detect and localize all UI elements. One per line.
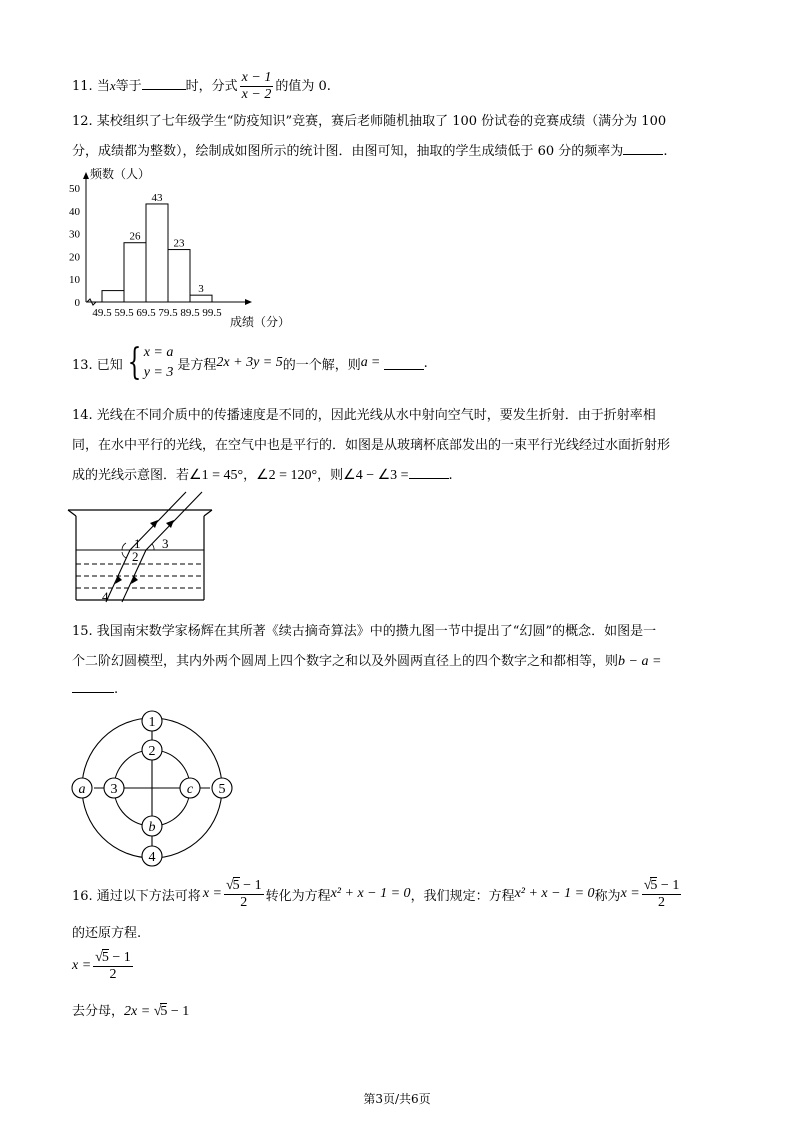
magic-circle-figure xyxy=(66,706,246,874)
page-number: 第3页/共6页 xyxy=(363,1092,431,1106)
y-tick-label: 30 xyxy=(69,228,80,241)
bar-data-label: 26 xyxy=(129,230,141,243)
y-axis-label: 频数（人） xyxy=(90,167,151,181)
angle-label-3: 3 xyxy=(162,536,169,551)
q12-line1: 12. 某校组织了七年级学生“防疫知识”竞赛，赛后老师随机抽取了 100 份试卷的竞赛成绩（满分为 100 xyxy=(72,114,667,129)
q15-line3: . xyxy=(72,680,118,697)
angle-label-1: 1 xyxy=(134,536,141,551)
answer-blank xyxy=(142,77,186,90)
answer-blank xyxy=(409,466,449,479)
histogram-bar xyxy=(168,250,190,302)
q13: 13. 已知 { x = a y = 3 是方程 2x + 3y = 5 的一个解，则 a = . xyxy=(72,342,428,383)
histogram-bar xyxy=(102,291,124,302)
q11: 11. 当x等于 时，分式 $\frac{x - 1}{x - 2}$ 的值为 0. xyxy=(72,70,331,102)
fraction: $\frac{√5 - 1}{2}$ xyxy=(95,950,131,982)
q16-line1: 16. 通过以下方法可将 x = $\frac{√5 - 1}{2}$ 转化为方程 x² + x − 1 = 0 ，我们规定：方程 x² + x − 1 = 0 称为 x = $\frac{√5 - 1}{2}$ xyxy=(72,878,680,910)
fraction: $\frac{x - 1}{x - 2}$ xyxy=(241,70,272,102)
bar-data-label: 3 xyxy=(198,283,204,296)
y-tick-label: 50 xyxy=(69,183,80,195)
node-bottom-outer: 4 xyxy=(148,850,156,865)
y-tick-label: 20 xyxy=(69,251,80,264)
x-tick-label: 99.5 xyxy=(202,307,222,319)
x-tick-label: 69.5 xyxy=(136,307,156,319)
equation-system: x = a y = 3 xyxy=(143,345,174,380)
q16-line2: 的还原方程. xyxy=(72,926,142,941)
y-tick-label: 10 xyxy=(69,274,80,287)
node-right-outer: 5 xyxy=(218,782,226,797)
node-top-outer: 1 xyxy=(148,715,156,730)
q16-line4: 去分母，2x = √5 − 1 xyxy=(72,1004,190,1019)
x-tick-label: 49.5 xyxy=(92,307,112,319)
x-tick-label: 89.5 xyxy=(180,307,200,319)
angle-label-2: 2 xyxy=(132,549,139,564)
y-tick-label: 0 xyxy=(74,297,80,309)
answer-blank xyxy=(72,680,114,693)
node-left-outer: a xyxy=(78,782,86,797)
answer-blank xyxy=(623,142,663,155)
node-left-inner: 3 xyxy=(110,782,118,797)
answer-blank xyxy=(384,357,424,370)
system-brace: { xyxy=(127,342,142,383)
q15-line1: 15. 我国南宋数学家杨辉在其所著《续古摘奇算法》中的攒九图一节中提出了“幻圆”的概念．如图是一 xyxy=(72,624,657,639)
angle-label-4: 4 xyxy=(102,589,109,604)
histogram-plot xyxy=(69,166,290,329)
node-bottom-inner: b xyxy=(148,820,156,835)
x-tick-label: 79.5 xyxy=(158,307,178,319)
x-axis-arrow xyxy=(245,299,252,305)
bar-data-label: 43 xyxy=(151,191,163,204)
q12-line2: 分，成绩都为整数），绘制成如图所示的统计图．由图可知，抽取的学生成绩低于 60 分的频率为 . xyxy=(72,144,668,159)
fraction: $\frac{√5 - 1}{2}$ xyxy=(225,878,262,910)
histogram-bar xyxy=(190,295,212,302)
histogram-chart xyxy=(60,162,310,330)
x-axis-label: 成绩（分） xyxy=(230,315,291,329)
bar-data-label: 23 xyxy=(173,237,185,250)
q16-line3: x = $\frac{√5 - 1}{2}$ xyxy=(72,950,131,982)
histogram-bar xyxy=(124,243,146,302)
histogram-bar xyxy=(146,204,168,302)
y-tick-label: 40 xyxy=(69,205,80,218)
q14-line2: 同，在水中平行的光线，在空气中也是平行的．如图是从玻璃杯底部发出的一束平行光线经过水面折射形 xyxy=(72,438,671,453)
light-refraction-figure xyxy=(66,488,216,608)
y-axis-arrow xyxy=(83,172,89,179)
x-tick-label: 59.5 xyxy=(114,307,134,319)
node-top-inner: 2 xyxy=(148,744,156,759)
fraction: $\frac{√5 - 1}{2}$ xyxy=(643,878,680,910)
q14-line1: 14. 光线在不同介质中的传播速度是不同的，因此光线从水中射向空气时，要发生折射．由于折射率相 xyxy=(72,408,656,423)
node-right-inner: c xyxy=(186,782,194,797)
q14-line3: 成的光线示意图．若∠1 = 45°，∠2 = 120°，则∠4 − ∠3 = . xyxy=(72,468,453,483)
q15-line2: 个二阶幻圆模型，其内外两个圆周上四个数字之和以及外圆两直径上的四个数字之和都相等，则b − a = xyxy=(72,654,662,669)
